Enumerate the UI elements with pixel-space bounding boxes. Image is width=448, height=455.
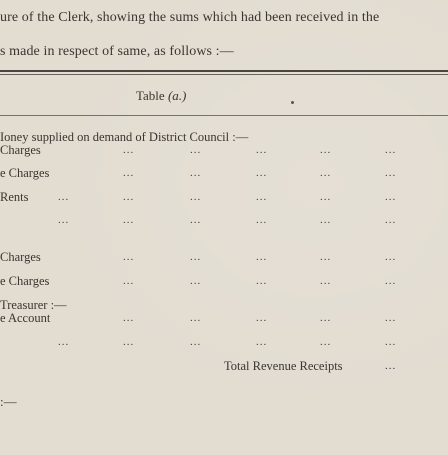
leader-dots: ... bbox=[256, 312, 268, 324]
leader-dots: ... bbox=[190, 191, 202, 203]
leader-dots: ... bbox=[123, 251, 135, 263]
leader-dots: ... bbox=[190, 251, 202, 263]
leader-dots: ... bbox=[190, 275, 202, 287]
leader-dots: ... bbox=[256, 167, 268, 179]
table-caption bbox=[136, 88, 186, 104]
leader-dots: ... bbox=[320, 144, 332, 156]
table-caption-prefix: Table bbox=[136, 88, 168, 103]
leader-dots: ... bbox=[123, 275, 135, 287]
table-row bbox=[0, 143, 448, 159]
leader-dots: ... bbox=[123, 214, 135, 226]
leader-dots: ... bbox=[320, 275, 332, 287]
leader-dots: ... bbox=[320, 312, 332, 324]
leader-dots: ... bbox=[256, 336, 268, 348]
row-label: Treasurer :— bbox=[0, 298, 67, 312]
leader-dots: ... bbox=[385, 191, 397, 203]
row-label: Charges bbox=[0, 143, 41, 157]
leader-dots: ... bbox=[123, 191, 135, 203]
leader-dots: ... bbox=[385, 312, 397, 324]
leader-dots: ... bbox=[256, 144, 268, 156]
table-caption-label: (a.) bbox=[167, 88, 187, 103]
leader-dots: ... bbox=[385, 144, 397, 156]
leader-dots: ... bbox=[385, 167, 397, 179]
row-label: Rents bbox=[0, 190, 29, 204]
table-header-rule bbox=[0, 115, 448, 116]
table-row bbox=[0, 190, 448, 206]
leader-dots: ... bbox=[320, 191, 332, 203]
leader-dots: ... bbox=[320, 336, 332, 348]
row-label: Ioney supplied on demand of District Council :— bbox=[0, 130, 249, 144]
leader-dots: ... bbox=[385, 214, 397, 226]
leader-dots: ... bbox=[320, 251, 332, 263]
table-row bbox=[0, 335, 448, 351]
leader-dots: ... bbox=[190, 167, 202, 179]
table-row bbox=[0, 311, 448, 327]
table-row bbox=[0, 213, 448, 229]
row-label: Charges bbox=[0, 250, 41, 264]
leader-dots: ... bbox=[123, 144, 135, 156]
leader-dots: ... bbox=[320, 214, 332, 226]
leader-dots: ... bbox=[190, 336, 202, 348]
table-row bbox=[0, 250, 448, 266]
leader-dots: ... bbox=[256, 191, 268, 203]
leader-dots: ... bbox=[123, 336, 135, 348]
leader-dots: ... bbox=[385, 336, 397, 348]
total-leader-dots: ... bbox=[385, 360, 397, 372]
leader-dots: ... bbox=[190, 312, 202, 324]
leader-dots: ... bbox=[256, 251, 268, 263]
leader-dots: ... bbox=[123, 312, 135, 324]
top-rule-thick bbox=[0, 70, 448, 72]
leader-dots: ... bbox=[256, 214, 268, 226]
row-label: e Charges bbox=[0, 166, 50, 180]
table-row bbox=[0, 166, 448, 182]
intro-line-2: s made in respect of same, as follows :— bbox=[0, 44, 234, 59]
leader-dots: ... bbox=[320, 167, 332, 179]
leader-dots: ... bbox=[58, 191, 70, 203]
leader-dots: ... bbox=[256, 275, 268, 287]
table-row bbox=[0, 274, 448, 290]
row-label: e Account bbox=[0, 311, 51, 325]
ink-speck bbox=[291, 101, 294, 104]
leader-dots: ... bbox=[385, 275, 397, 287]
footer-text: :— bbox=[0, 394, 17, 409]
total-revenue-label: Total Revenue Receipts bbox=[224, 359, 343, 373]
leader-dots: ... bbox=[58, 336, 70, 348]
top-rule-thin bbox=[0, 74, 448, 75]
leader-dots: ... bbox=[385, 251, 397, 263]
row-label: e Charges bbox=[0, 274, 50, 288]
leader-dots: ... bbox=[190, 214, 202, 226]
leader-dots: ... bbox=[190, 144, 202, 156]
intro-line-1: ure of the Clerk, showing the sums which had been received in the bbox=[0, 10, 380, 25]
leader-dots: ... bbox=[58, 214, 70, 226]
leader-dots: ... bbox=[123, 167, 135, 179]
